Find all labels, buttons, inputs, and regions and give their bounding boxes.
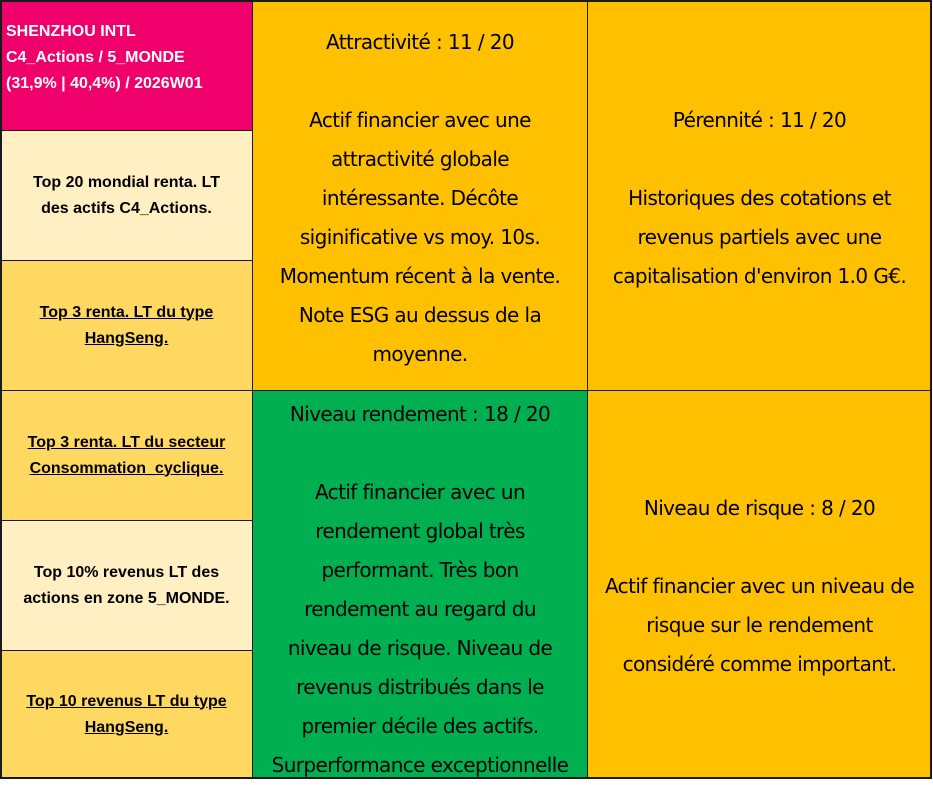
attractivite-title: Attractivité : 11 / 20 (325, 30, 515, 54)
perennite-line: revenus partiels avec une (637, 225, 882, 249)
attractivite-line: Momentum récent à la vente. (279, 264, 561, 288)
asset-class-zone: C4_Actions / 5_MONDE (6, 49, 185, 66)
risque-line: Actif financier avec un niveau de (604, 574, 915, 598)
rank-cell-link[interactable]: HangSeng. (84, 329, 169, 347)
perennite-line: capitalisation d'environ 1.0 G€. (612, 264, 907, 288)
rank-cell-link[interactable]: Top 10 revenus LT du type (26, 692, 227, 710)
attractivite-line: Actif financier avec une (309, 108, 531, 132)
rank-cell-link[interactable]: Consommation_cyclique. (29, 459, 224, 477)
perennite-title: Pérennité : 11 / 20 (672, 108, 847, 132)
rank-cell-sector-top3[interactable] (0, 390, 253, 521)
rank-cell-type-revenue[interactable] (0, 650, 253, 779)
rank-cell-line: Top 10% revenus LT des (33, 563, 220, 581)
rank-cell-link[interactable]: Top 3 renta. LT du secteur (27, 433, 226, 451)
perennite-line: Historiques des cotations et (628, 186, 891, 210)
risque-panel (587, 390, 932, 779)
rendement-line: rendement global très (315, 519, 525, 543)
rank-cell-world-top20 (0, 130, 253, 261)
rendement-line: niveau de risque. Niveau de (287, 636, 553, 660)
rendement-title: Niveau rendement : 18 / 20 (289, 402, 551, 426)
rendement-panel (252, 390, 588, 779)
attractivite-line: attractivité globale (330, 147, 509, 171)
rank-cell-link[interactable]: Top 3 renta. LT du type (39, 303, 214, 321)
attractivite-line: siginificative vs moy. 10s. (299, 225, 541, 249)
rendement-line: premier décile des actifs. (301, 714, 539, 738)
rank-cell-line: actions en zone 5_MONDE. (23, 589, 230, 607)
rendement-line: Actif financier avec un (314, 480, 526, 504)
rank-cell-line: Top 20 mondial renta. LT (33, 173, 220, 191)
rendement-line: revenus distribués dans le (296, 675, 544, 699)
rank-cell-line: des actifs C4_Actions. (41, 199, 212, 217)
attractivite-line: moyenne. (372, 342, 468, 366)
rank-cell-link[interactable]: HangSeng. (84, 718, 169, 736)
attractivite-panel (252, 0, 588, 391)
asset-header (0, 0, 253, 131)
risque-title: Niveau de risque : 8 / 20 (643, 496, 876, 520)
rendement-line: Surperformance exceptionnelle (271, 753, 569, 777)
rendement-line: performant. Très bon (321, 558, 519, 582)
asset-stats-week: (31,9% | 40,4%) / 2026W01 (6, 75, 203, 92)
risque-line: considéré comme important. (622, 652, 897, 676)
asset-name: SHENZHOU INTL (6, 23, 136, 40)
attractivite-line: Note ESG au dessus de la (298, 303, 542, 327)
rank-cell-type-top3[interactable] (0, 260, 253, 391)
rendement-line: rendement au regard du (304, 597, 536, 621)
risque-line: risque sur le rendement (646, 613, 873, 637)
attractivite-line: intéressante. Décôte (321, 186, 519, 210)
perennite-panel (587, 0, 932, 391)
rank-cell-zone-revenue (0, 520, 253, 651)
